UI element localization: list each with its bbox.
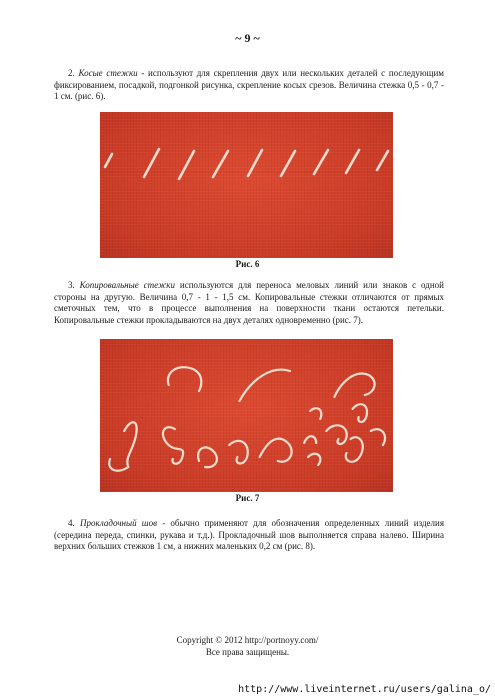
section-term: Прокладочный шов: [79, 518, 157, 528]
watermark-url: http://www.liveinternet.ru/users/galina_o/: [238, 684, 491, 695]
section-number: 4.: [68, 518, 75, 528]
section-text: используются для переноса меловых линий или знаков с одной стороны на другую. Величина 0,7 - 1 - 1,5 см. Копировальные стежки отличаются от прямых сметочных тем, что в процессе выполнения на поверхности ткани остаются петельки. Копировальные стежки прокладываются на двух деталях одновременно (рис. 7).: [54, 280, 445, 325]
section-number: 2.: [68, 68, 75, 78]
figure-6-caption: Рис. 6: [235, 259, 260, 269]
footer-copyright: [0, 634, 495, 658]
paragraph-slanted-stitches: [54, 68, 444, 103]
section-text: - обычно применяют для обозначения определенных линий изделия (середина переда, спинки, рукава и т.д.). Прокладочный шов выполняется справа налево. Ширина верхних больших стежков 1 см, а нижних маленьких 0,2 см (рис. 8).: [54, 518, 444, 552]
paragraph-copy-stitches: [54, 280, 444, 326]
copy-stitches-illustration: [100, 339, 393, 492]
copyright-line: Copyright © 2012 http://portnoyy.com/: [176, 635, 319, 645]
section-term: Копировальные стежки: [79, 280, 175, 290]
rights-line: Все права защищены.: [205, 647, 290, 657]
figure-6-photo: [100, 112, 393, 258]
figure-7-caption: Рис. 7: [235, 493, 260, 503]
section-number: 3.: [68, 280, 75, 290]
paragraph-lining-seam: [54, 518, 444, 553]
section-term: Косые стежки: [78, 68, 138, 78]
section-text: - используют для скрепления двух или нескольких деталей с последующим фиксированием, посадкой, подгонкой рисунка, скрепление косых срезов. Величина стежка 0,5 - 0,7 - 1 см. (рис. 6).: [54, 68, 445, 102]
page-number: ~ 9 ~: [235, 31, 260, 45]
figure-7-photo: [100, 339, 393, 492]
slanted-stitches-illustration: [100, 112, 393, 258]
